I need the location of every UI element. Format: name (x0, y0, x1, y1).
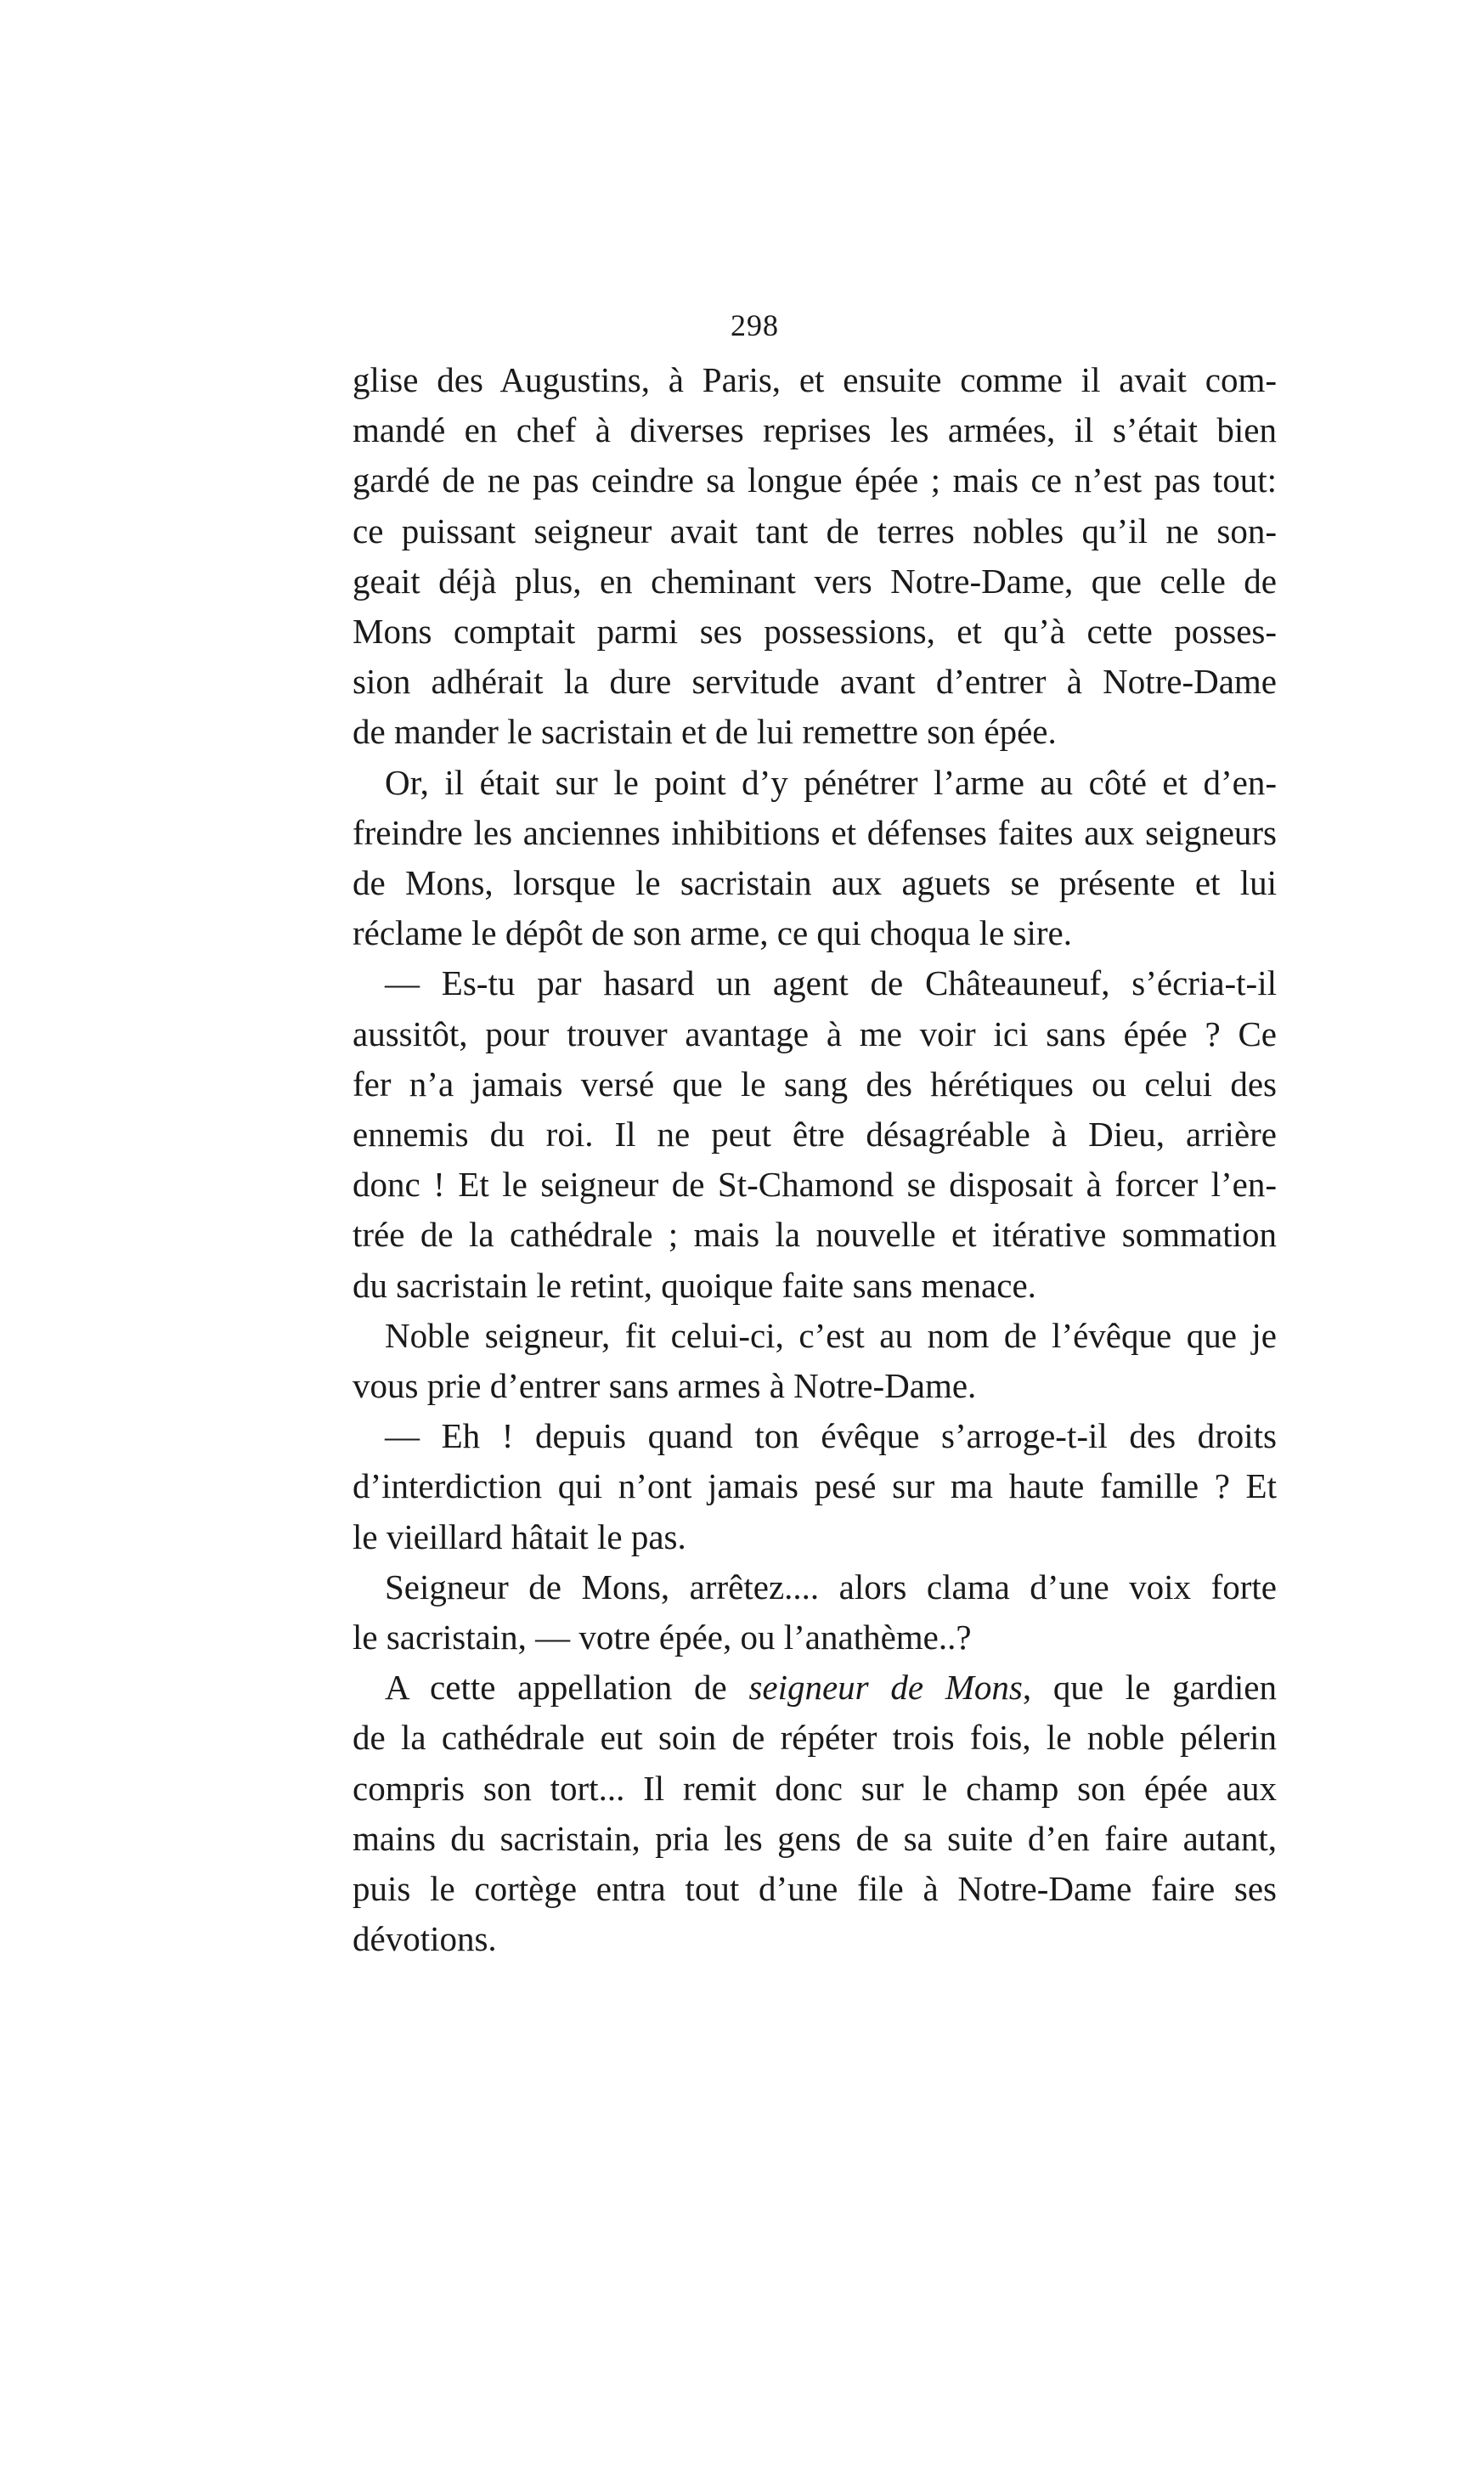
text-line: fer n’a jamais versé que le sang des hérétiques ou celui des (353, 1064, 1277, 1104)
text-line: gardé de ne pas ceindre sa longue épée ; mais ce n’est pas tout: (353, 460, 1277, 500)
text-line: d’interdiction qui n’ont jamais pesé sur ma haute famille ? Et (353, 1466, 1277, 1506)
text-line: — Eh ! depuis quand ton évêque s’arroge-t-il des droits (385, 1416, 1277, 1456)
text-line: de mander le sacristain et de lui remettre son épée. (353, 712, 1057, 752)
text-line: trée de la cathédrale ; mais la nouvelle et itérative sommation (353, 1215, 1277, 1255)
text-line: mandé en chef à diverses reprises les armées, il s’était bien (353, 410, 1277, 450)
text-line: aussitôt, pour trouver avantage à me voir ici sans épée ? Ce (353, 1013, 1277, 1053)
page-number: 298 (731, 308, 779, 342)
paragraph-7 (353, 1663, 1277, 1964)
text-line (353, 1663, 1277, 1713)
text-line: réclame le dépôt de son arme, ce qui choqua le sire. (353, 913, 1072, 953)
paragraph-1 (353, 355, 1277, 758)
paragraph-3 (353, 958, 1277, 1310)
text-line: le vieillard hâtait le pas. (353, 1516, 686, 1556)
text-line: compris son tort... Il remit donc sur le champ son épée aux (353, 1768, 1277, 1808)
paragraph-5 (353, 1411, 1277, 1562)
text-line: ce puissant seigneur avait tant de terres nobles qu’il ne son- (353, 511, 1277, 550)
text-line: de la cathédrale eut soin de répéter trois fois, le noble pélerin (353, 1718, 1277, 1758)
text-line: geait déjà plus, en cheminant vers Notre-Dame, que celle de (353, 561, 1277, 601)
paragraph-6 (353, 1562, 1277, 1663)
text-fragment: , que le gardien (1022, 1668, 1277, 1708)
paragraph-4 (353, 1311, 1277, 1411)
text-fragment: A cette appellation de (385, 1668, 749, 1708)
text-line: glise des Augustins, à Paris, et ensuite comme il avait com- (353, 360, 1277, 399)
text-line: — Es-tu par hasard un agent de Châteauneuf, s’écria-t-il (385, 963, 1277, 1003)
paragraph-2 (353, 758, 1277, 959)
text-line: ennemis du roi. Il ne peut être désagréable à Dieu, arrière (353, 1115, 1277, 1155)
text-line: le sacristain, — votre épée, ou l’anathème..? (353, 1618, 972, 1657)
text-line: Mons comptait parmi ses possessions, et qu’à cette posses- (353, 612, 1277, 652)
text-line: freindre les anciennes inhibitions et défenses faites aux seigneurs (353, 812, 1277, 852)
italic-phrase: seigneur de Mons (748, 1668, 1023, 1708)
text-line: Noble seigneur, fit celui-ci, c’est au nom de l’évêque que je (385, 1315, 1277, 1355)
text-line: Or, il était sur le point d’y pénétrer l’arme au côté et d’en- (385, 762, 1277, 802)
text-line: de Mons, lorsque le sacristain aux aguets se présente et lui (353, 863, 1277, 903)
text-line: dévotions. (353, 1919, 497, 1959)
body-text (353, 355, 1277, 1965)
text-line: Seigneur de Mons, arrêtez.... alors clama d’une voix forte (385, 1567, 1277, 1606)
text-line: mains du sacristain, pria les gens de sa suite d’en faire autant, (353, 1818, 1277, 1858)
text-line: sion adhérait la dure servitude avant d’entrer à Notre-Dame (353, 662, 1277, 702)
text-line: du sacristain le retint, quoique faite sans menace. (353, 1265, 1036, 1305)
text-line: puis le cortège entra tout d’une file à Notre-Dame faire ses (353, 1869, 1277, 1909)
text-line: vous prie d’entrer sans armes à Notre-Dame. (353, 1366, 977, 1406)
text-line: donc ! Et le seigneur de St-Chamond se disposait à forcer l’en- (353, 1165, 1277, 1205)
